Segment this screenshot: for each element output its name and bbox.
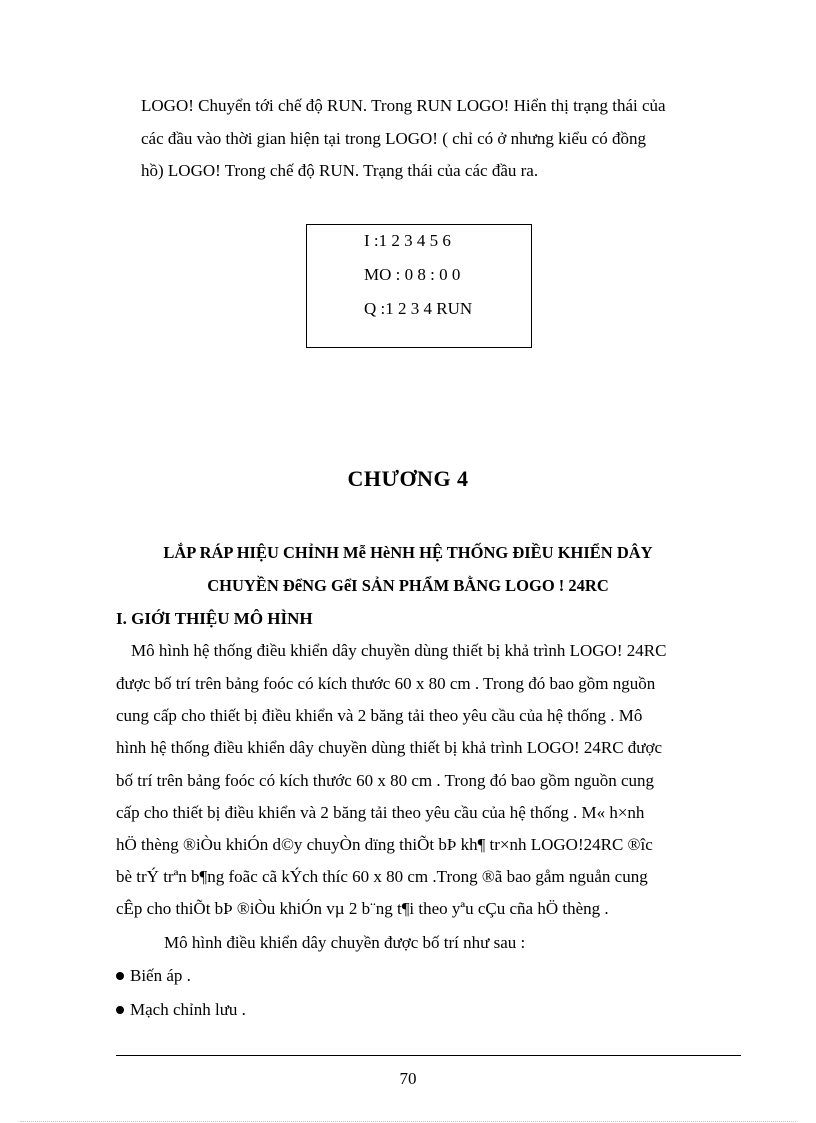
chapter-heading: CHƯƠNG 4	[347, 466, 469, 491]
layout-intro: Mô hình điều khiển dây chuyền được bố trí như sau :	[164, 933, 526, 952]
bullet-dot-icon	[116, 1006, 124, 1014]
intro-line-2: các đầu vào thời gian hiện tại trong LOGO! ( chỉ có ở nhưng kiểu có đồng	[141, 129, 646, 148]
body-line-8: bè trÝ trªn b¶ng foãc cã kÝch thíc 60 x 80 cm .Trong ®ã bao gåm nguån cung	[116, 867, 648, 886]
bullet-text: Mạch chỉnh lưu .	[130, 1000, 246, 1019]
display-row-inputs: I :1 2 3 4 5 6	[364, 231, 451, 250]
page-bottom-dotted-border	[20, 1121, 796, 1122]
body-line-4: hình hệ thống điều khiển dây chuyền dùng thiết bị khả trình LOGO! 24RC được	[116, 738, 663, 757]
page-number: 70	[399, 1069, 417, 1088]
bullet-text: Biến áp .	[130, 966, 191, 985]
body-line-3: cung cấp cho thiết bị điều khiển và 2 băng tải theo yêu cầu của hệ thống . Mô	[116, 706, 643, 725]
body-line-9: cÊp cho thiÕt bÞ ®iÒu khiÓn vµ 2 b¨ng t¶i theo yªu cÇu cña hÖ thèng .	[116, 899, 609, 918]
chapter-title-line-1: LẮP RÁP HIỆU CHỈNH Mễ HèNH HỆ THỐNG ĐIỀU KHIỂN DÂY	[163, 543, 653, 562]
display-row-time: MO : 0 8 : 0 0	[364, 265, 461, 284]
body-line-7: hÖ thèng ®iÒu khiÓn d©y chuyÒn dïng thiÕt bÞ kh¶ tr×nh LOGO!24RC ®îc	[116, 835, 653, 854]
body-line-1: Mô hình hệ thống điều khiển dây chuyền dùng thiết bị khả trình LOGO! 24RC	[131, 641, 667, 660]
intro-line-1: LOGO! Chuyển tới chế độ RUN. Trong RUN LOGO! Hiển thị trạng thái của	[141, 96, 666, 115]
body-line-5: bố trí trên bảng foóc có kích thước 60 x 80 cm . Trong đó bao gồm nguồn cung	[116, 771, 655, 790]
footer-rule	[116, 1055, 741, 1056]
intro-line-3: hồ) LOGO! Trong chế độ RUN. Trạng thái của các đầu ra.	[141, 161, 539, 180]
body-line-6: cấp cho thiết bị điều khiển và 2 băng tải theo yêu cầu của hệ thống . M« h×nh	[116, 803, 645, 822]
bullet-item	[116, 966, 191, 986]
bullet-dot-icon	[116, 972, 124, 980]
chapter-title-line-2: CHUYỀN ĐểNG GểI SẢN PHẨM BẰNG LOGO ! 24RC	[207, 576, 609, 595]
section-heading: I. GIỚI THIỆU MÔ HÌNH	[116, 609, 313, 628]
body-line-2: được bố trí trên bảng foóc có kích thước 60 x 80 cm . Trong đó bao gồm nguồn	[116, 674, 656, 693]
display-row-outputs: Q :1 2 3 4 RUN	[364, 299, 473, 318]
bullet-item	[116, 1000, 246, 1020]
logo-display-box	[306, 224, 532, 348]
